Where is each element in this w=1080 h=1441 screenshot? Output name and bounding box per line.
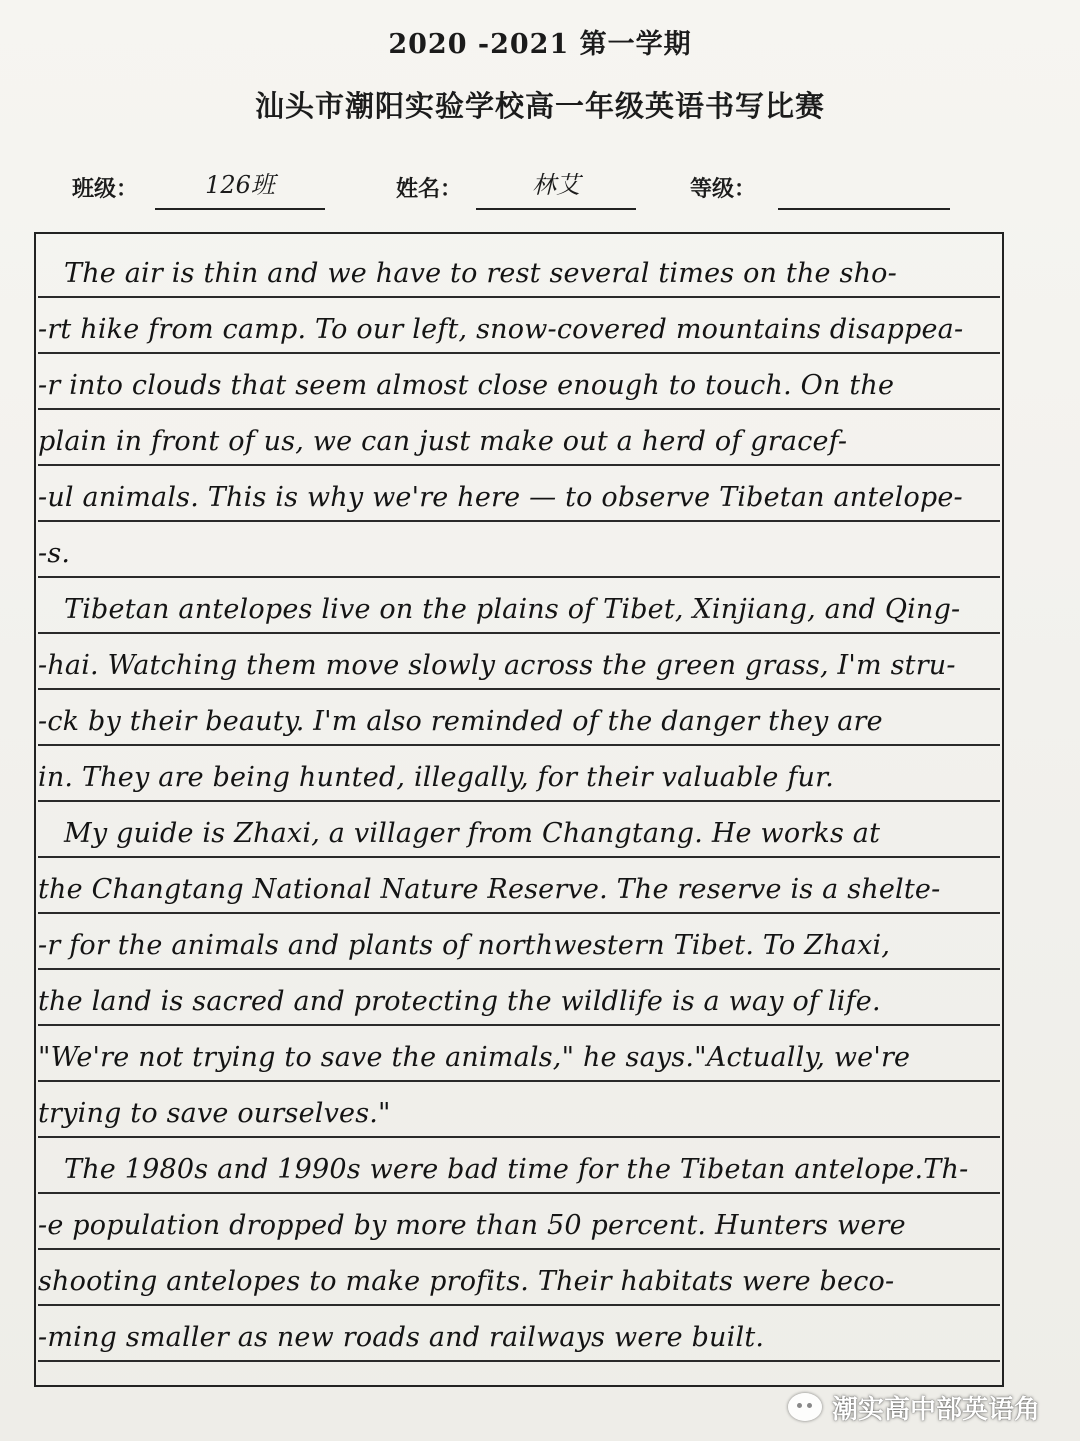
grade-field — [778, 168, 950, 210]
writing-line: -ck by their beauty. I'm also reminded of the danger they are — [38, 700, 1000, 746]
class-field: 126班 — [155, 168, 325, 210]
writing-line: the Changtang National Nature Reserve. The reserve is a shelte- — [38, 868, 1000, 914]
class-label: 班级： — [72, 176, 139, 202]
writing-line: in. They are being hunted, illegally, for their valuable fur. — [38, 756, 1000, 802]
name-field: 林艾 — [476, 168, 636, 210]
writing-line: The 1980s and 1990s were bad time for the Tibetan antelope.Th- — [38, 1148, 1000, 1194]
writing-line: trying to save ourselves." — [38, 1092, 1000, 1138]
writing-line: the land is sacred and protecting the wildlife is a way of life. — [38, 980, 1000, 1026]
student-info-row — [0, 168, 1080, 218]
writing-line: -r for the animals and plants of northwestern Tibet. To Zhaxi, — [38, 924, 1000, 970]
writing-line: -r into clouds that seem almost close enough to touch. On the — [38, 364, 1000, 410]
watermark-text: 潮实高中部英语角 — [831, 1394, 1040, 1425]
grade-label: 等级： — [690, 176, 757, 202]
writing-line: -ul animals. This is why we're here — to observe Tibetan antelope- — [38, 476, 1000, 522]
writing-line: "We're not trying to save the animals," he says."Actually, we're — [38, 1036, 1000, 1082]
writing-line: -e population dropped by more than 50 percent. Hunters were — [38, 1204, 1000, 1250]
writing-line: The air is thin and we have to rest several times on the sho- — [38, 252, 1000, 298]
writing-line: -hai. Watching them move slowly across the green grass, I'm stru- — [38, 644, 1000, 690]
writing-area — [34, 232, 1004, 1387]
writing-line: -s. — [38, 532, 1000, 578]
writing-line: -rt hike from camp. To our left, snow-covered mountains disappea- — [38, 308, 1000, 354]
name-label: 姓名： — [396, 176, 463, 202]
writing-line: -ming smaller as new roads and railways were built. — [38, 1316, 1000, 1362]
year-term-title: 2020 -2021 第一学期 — [388, 29, 692, 60]
writing-line: plain in front of us, we can just make out a herd of gracef- — [38, 420, 1000, 466]
writing-line: My guide is Zhaxi, a villager from Changtang. He works at — [38, 812, 1000, 858]
wechat-icon — [788, 1393, 822, 1421]
writing-line: Tibetan antelopes live on the plains of Tibet, Xinjiang, and Qing- — [38, 588, 1000, 634]
writing-line: shooting antelopes to make profits. Their habitats were beco- — [38, 1260, 1000, 1306]
watermark — [788, 1387, 1040, 1427]
competition-title: 汕头市潮阳实验学校高一年级英语书写比赛 — [254, 89, 825, 123]
